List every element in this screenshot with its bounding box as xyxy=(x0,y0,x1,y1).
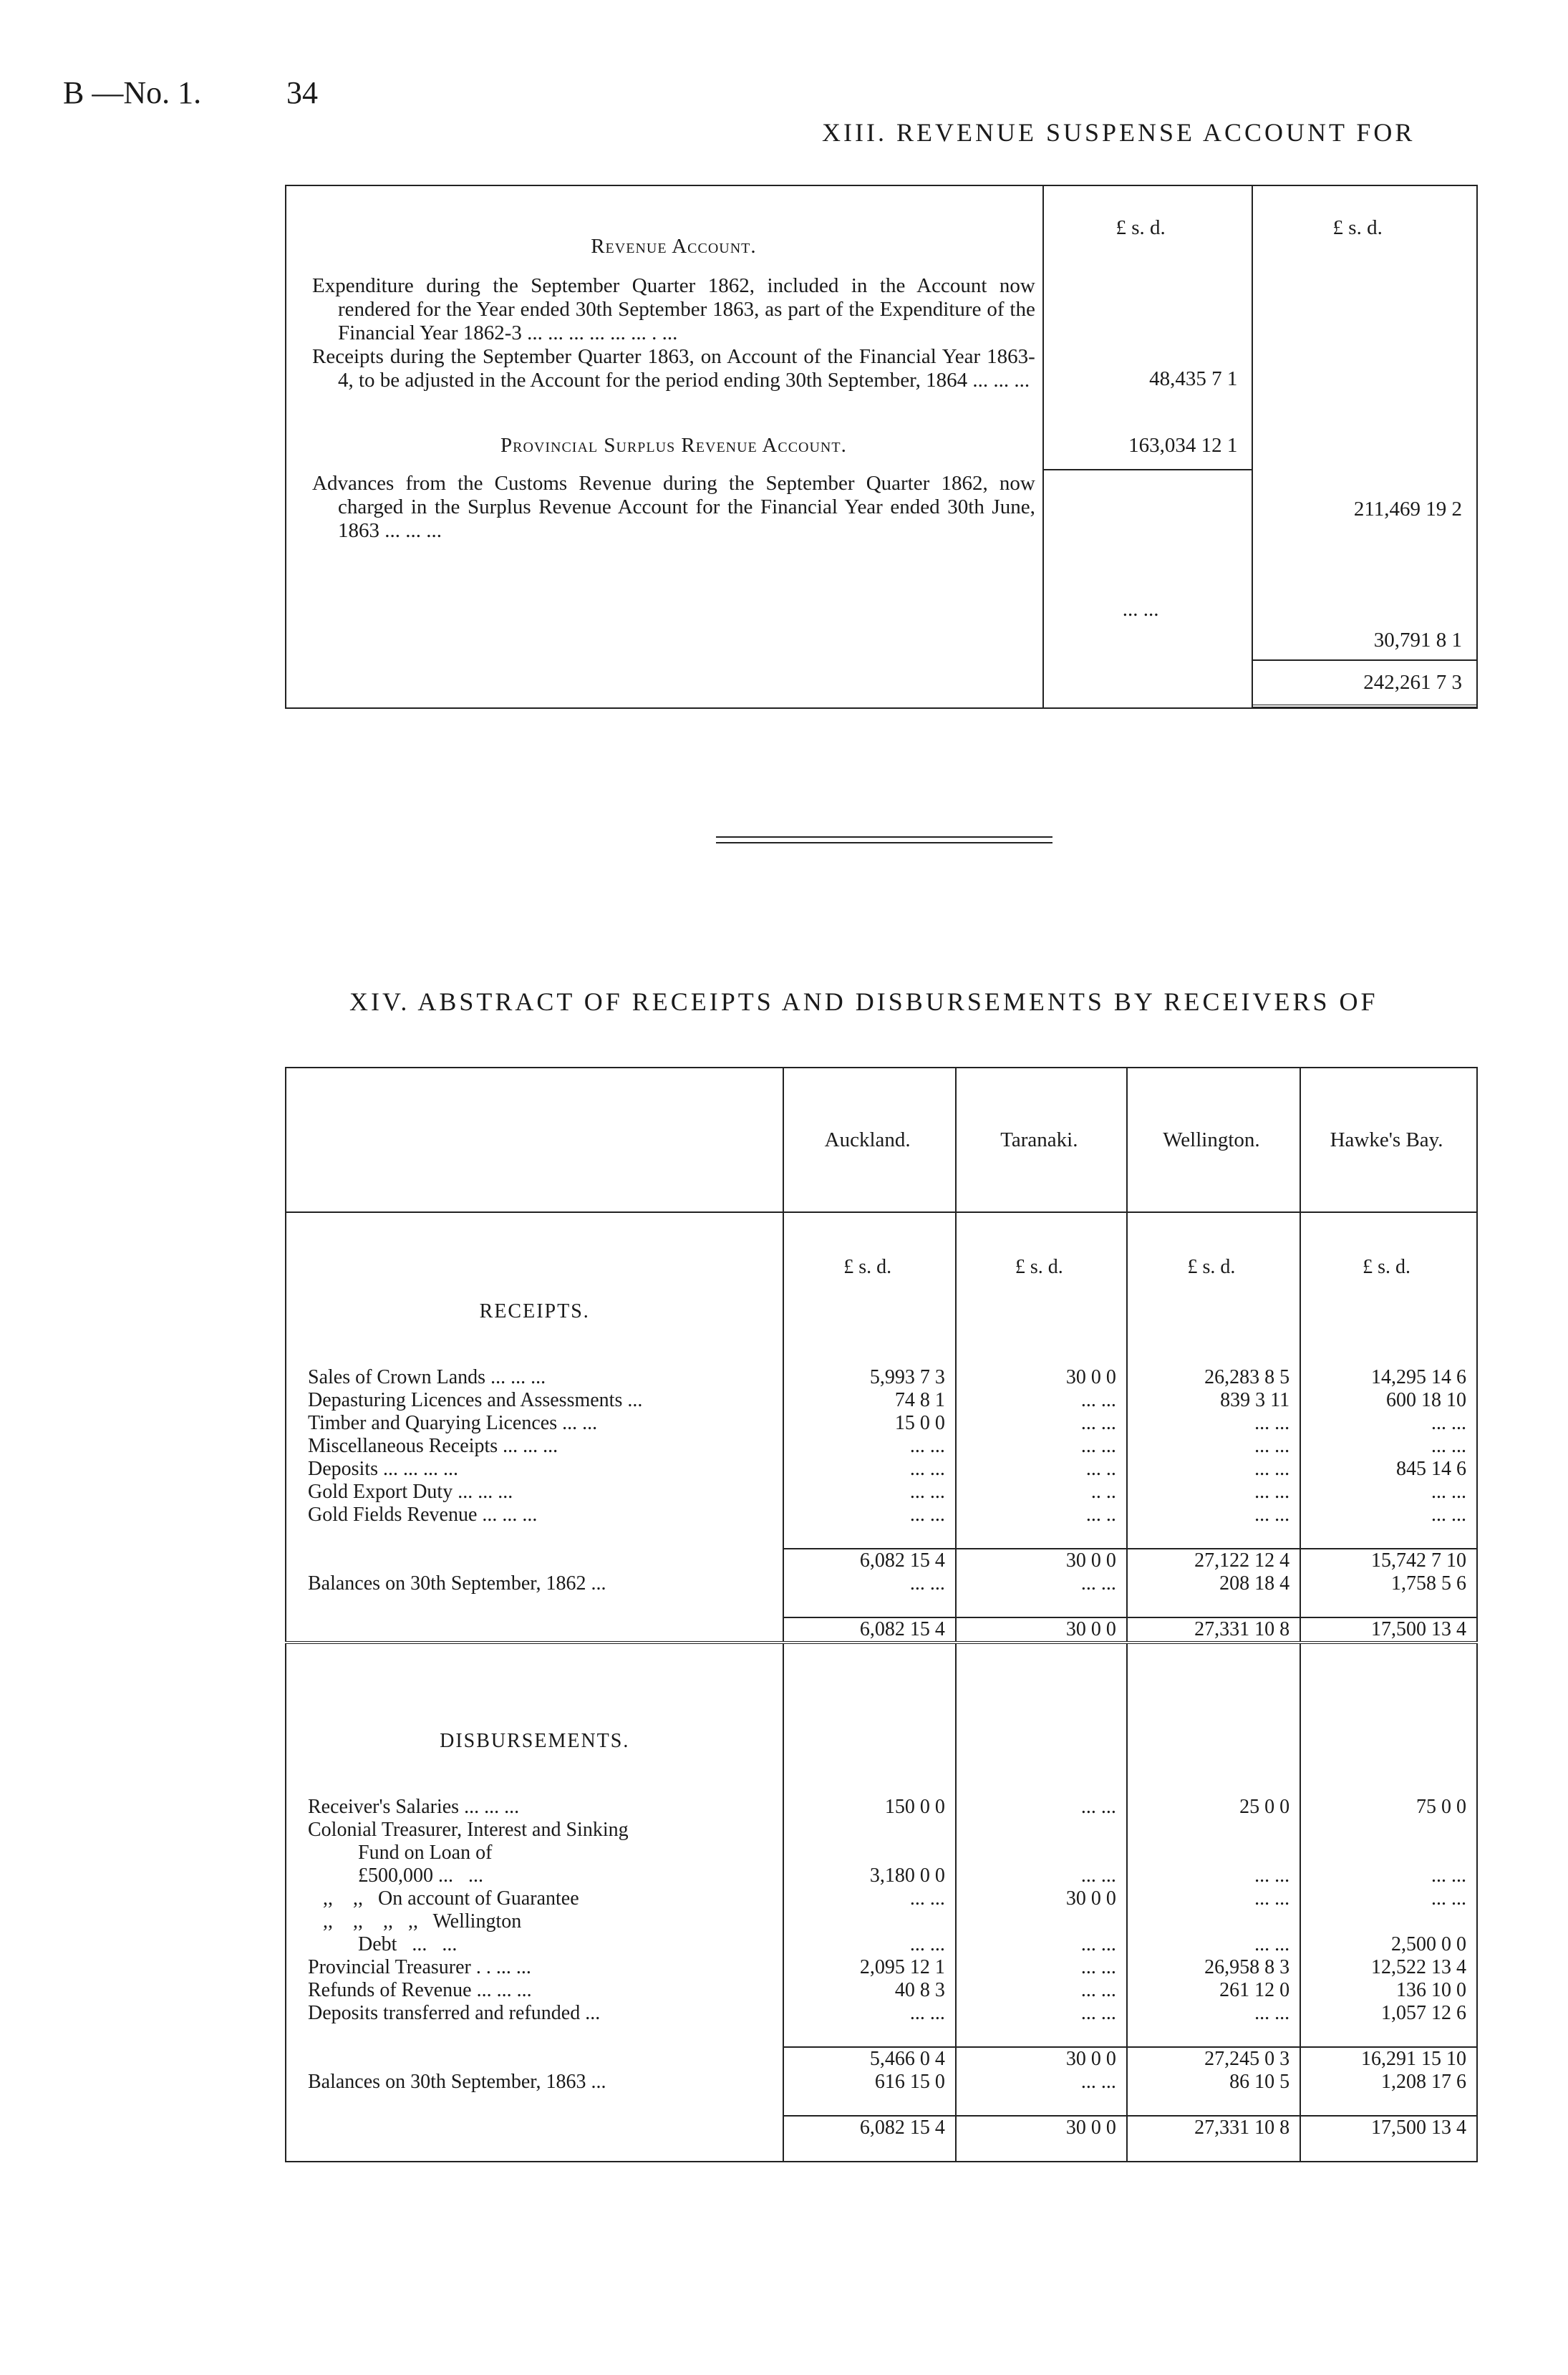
disb-subtotal-row: 5,466 0 4 30 0 0 27,245 0 3 16,291 15 10 xyxy=(286,2047,1477,2071)
table-row: Provincial Treasurer . . ... ... 2,095 12 1 ... ... 26,958 8 3 12,522 13 4 xyxy=(286,1956,1477,1979)
column-auckland: Auckland. xyxy=(783,1068,955,1212)
table-row: £500,000 ... ... 3,180 0 0 ... ... ... ... ... ... xyxy=(286,1864,1477,1887)
advances-paragraph: Advances from the Customs Revenue during the September Quarter 1862, now charged in the Surplus Revenue Account for the Financial Year ended 30th June, 1863 ... ... ... xyxy=(312,472,1035,542)
page-number: 34 xyxy=(286,75,318,110)
advances-value: 30,791 8 1 xyxy=(1373,629,1462,652)
table-row: Depasturing Licences and Assessments ... 74 8 1 ... ... 839 3 11 600 18 10 xyxy=(286,1389,1477,1412)
units-hawkes-bay: £ s. d. xyxy=(1363,1256,1410,1278)
advances-col1-value: ... ... xyxy=(1122,598,1159,621)
table-row: Miscellaneous Receipts ... ... ... ... ... ... ... ... ... ... ... xyxy=(286,1435,1477,1458)
table-row: Gold Fields Revenue ... ... ... ... ... ... .. ... ... ... ... xyxy=(286,1504,1477,1527)
column-hawkes-bay: Hawke's Bay. xyxy=(1300,1068,1477,1212)
table-row: Debt ... ... ... ... ... ... ... ... 2,500 0 0 xyxy=(286,1933,1477,1956)
grand-total: 242,261 7 3 xyxy=(1363,671,1462,694)
account-descriptions xyxy=(286,185,1043,708)
document-reference: B —No. 1. xyxy=(63,75,202,110)
receipts-disbursements-table xyxy=(285,1067,1478,2162)
section-divider xyxy=(716,836,1052,838)
disb-total-row: 6,082 15 4 30 0 0 27,331 10 8 17,500 13 4 xyxy=(286,2116,1477,2139)
table-row: ,, ,, On account of Guarantee ... ... 30 0 0 ... ... ... ... xyxy=(286,1887,1477,1910)
expenditure-value: 48,435 7 1 xyxy=(1149,367,1238,390)
units-taranaki: £ s. d. xyxy=(956,1212,1127,1279)
receipts-paragraph: Receipts during the September Quarter 1863, on Account of the Financial Year 1863-4, to be adjusted in the Account for the period ending 30th September, 1864 ... ... ... xyxy=(312,345,1035,392)
receipts-balance-row: Balances on 30th September, 1862 ... ... ... ... ... 208 18 4 1,758 5 6 xyxy=(286,1572,1477,1595)
amount-column-1 xyxy=(1043,185,1253,708)
table-row: Timber and Quarying Licences ... ... 15 0 0 ... ... ... ... ... ... xyxy=(286,1412,1477,1435)
table-row: Deposits transferred and refunded ... ... ... ... ... ... ... 1,057 12 6 xyxy=(286,2002,1477,2025)
receipts-heading: RECEIPTS. xyxy=(286,1279,783,1366)
disbursements-heading: DISBURSEMENTS. xyxy=(286,1673,783,1796)
table-row: ,, ,, ,, ,, Wellington xyxy=(286,1910,1477,1933)
revenue-suspense-table xyxy=(285,185,1478,709)
provincial-surplus-heading: Provincial Surplus Revenue Account. xyxy=(500,434,847,457)
units-auckland: £ s. d. xyxy=(783,1212,955,1279)
units-header-2: £ s. d. xyxy=(1332,216,1383,239)
receipts-total-row: 6,082 15 4 30 0 0 27,331 10 8 17,500 13 4 xyxy=(286,1617,1477,1643)
units-header-1: £ s. d. xyxy=(1115,216,1166,239)
section-title-xiv: XIV. ABSTRACT OF RECEIPTS AND DISBURSEMENTS BY RECEIVERS OF xyxy=(349,987,1378,1016)
table-row: Sales of Crown Lands ... ... ... 5,993 7 3 30 0 0 26,283 8 5 14,295 14 6 xyxy=(286,1366,1477,1389)
table-row: Refunds of Revenue ... ... ... 40 8 3 ... ... 261 12 0 136 10 0 xyxy=(286,1979,1477,2002)
blank-header xyxy=(286,1068,783,1212)
table-row: Receiver's Salaries ... ... ... 150 0 0 ... ... 25 0 0 75 0 0 xyxy=(286,1796,1477,1819)
column-wellington: Wellington. xyxy=(1127,1068,1300,1212)
table-row: Gold Export Duty ... ... ... ... ... .. .. ... ... ... ... xyxy=(286,1481,1477,1504)
table-row: Deposits ... ... ... ... ... ... ... .. ... ... 845 14 6 xyxy=(286,1458,1477,1481)
column-taranaki: Taranaki. xyxy=(956,1068,1127,1212)
revenue-account-heading: Revenue Account. xyxy=(591,235,757,258)
section-divider-2 xyxy=(716,842,1052,843)
receipts-subtotal-row: 6,082 15 4 30 0 0 27,122 12 4 15,742 7 10 xyxy=(286,1549,1477,1572)
amount-column-2 xyxy=(1252,185,1477,708)
table-row: Fund on Loan of xyxy=(286,1842,1477,1864)
section-title-xiii: XIII. REVENUE SUSPENSE ACCOUNT FOR xyxy=(822,118,1415,147)
disb-balance-row: Balances on 30th September, 1863 ... 616 15 0 ... ... 86 10 5 1,208 17 6 xyxy=(286,2071,1477,2094)
revenue-account-total: 211,469 19 2 xyxy=(1353,498,1462,521)
table-row: Colonial Treasurer, Interest and Sinking xyxy=(286,1819,1477,1842)
units-wellington: £ s. d. xyxy=(1127,1212,1300,1279)
receipts-value: 163,034 12 1 xyxy=(1128,434,1238,457)
expenditure-paragraph: Expenditure during the September Quarter 1862, included in the Account now rendered for the Year ended 30th September 1863, as part of the Expenditure of the Financial Year 1862-3 ... ... ... ... ... ... . ... xyxy=(312,274,1035,344)
